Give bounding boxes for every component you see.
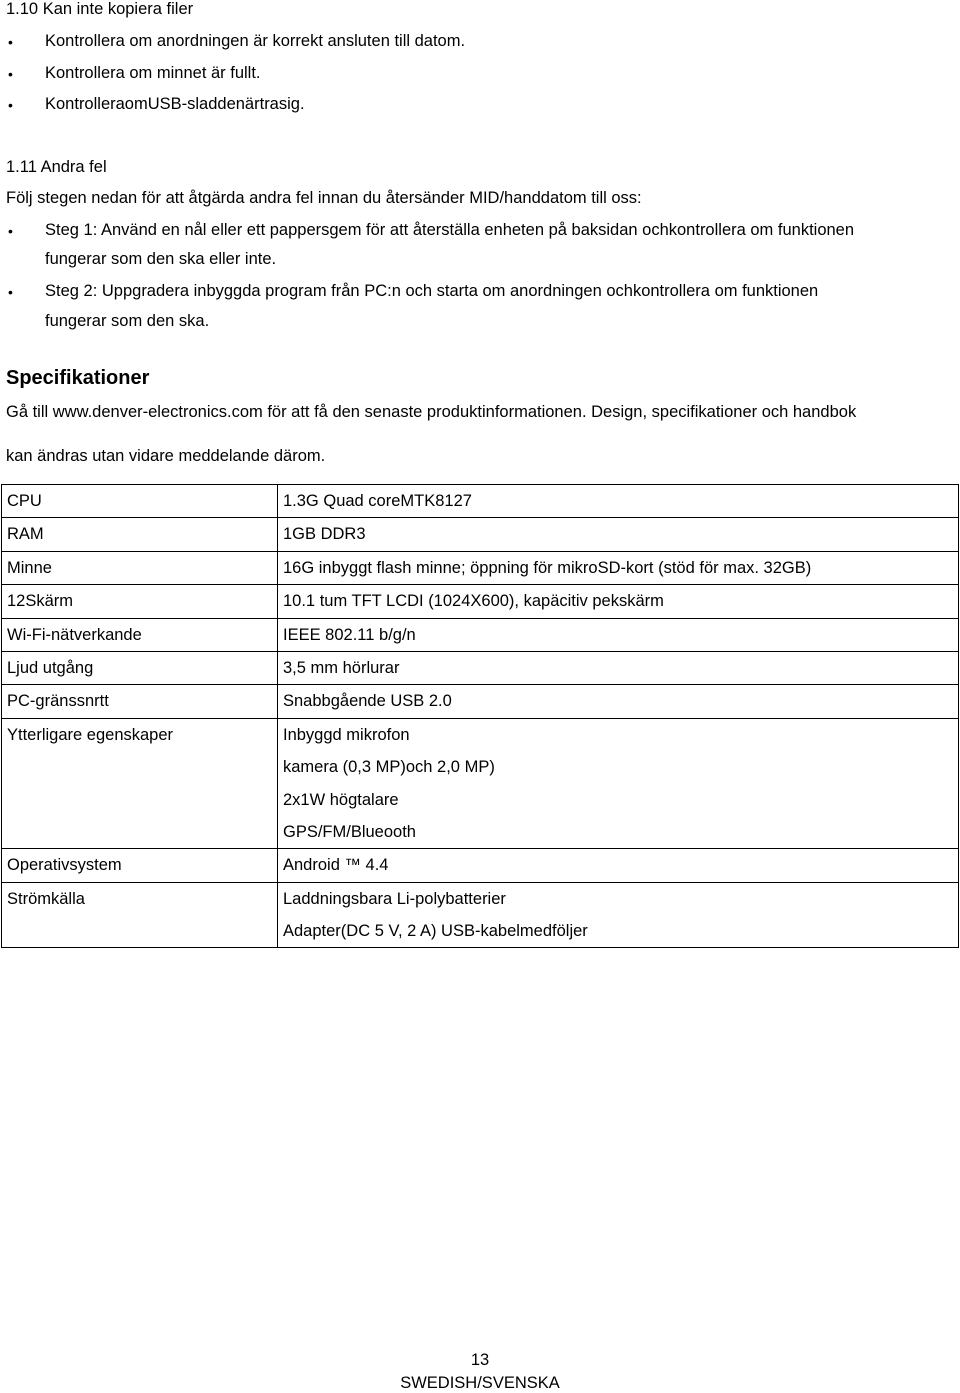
- spec-value-cell: [278, 518, 959, 551]
- spec-key: Ljud utgång: [7, 658, 94, 677]
- spec-value: Android ™ 4.4: [283, 856, 389, 875]
- bullet-icon: •: [8, 66, 13, 82]
- bullet-icon: •: [8, 223, 13, 239]
- spec-value-cell: [278, 685, 959, 718]
- spec-key: CPU: [7, 492, 42, 510]
- list-item: Kontrollera om minnet är fullt.: [45, 64, 261, 82]
- spec-key-cell: [2, 618, 278, 651]
- spec-value: kamera (0,3 MP)och 2,0 MP): [283, 758, 495, 777]
- spec-key-cell: [2, 849, 278, 882]
- table-row: [2, 849, 959, 882]
- page-number: 13: [470, 1351, 490, 1369]
- spec-key-cell: [2, 718, 278, 849]
- spec-value-cell: [278, 882, 959, 948]
- step-2-text: Steg 2: Uppgradera inbyggda program från PC:n och starta om anordningen ochkontrollera om funktionen: [45, 282, 819, 300]
- spec-key-cell: [2, 485, 278, 518]
- table-row: [2, 585, 959, 618]
- spec-value-cell: [278, 618, 959, 651]
- spec-key: Ytterligare egenskaper: [7, 725, 174, 744]
- table-row: [2, 685, 959, 718]
- step-1-text-cont: fungerar som den ska eller inte.: [45, 250, 277, 268]
- spec-value: Inbyggd mikrofon: [283, 725, 410, 744]
- table-row: [2, 551, 959, 584]
- spec-value: 16G inbyggt flash minne; öppning för mikroSD-kort (stöd för max. 32GB): [283, 558, 812, 577]
- bullet-icon: •: [8, 284, 13, 300]
- spec-key: Wi-Fi-nätverkande: [7, 625, 142, 644]
- specs-intro-line-2: kan ändras utan vidare meddelande därom.: [6, 447, 326, 465]
- table-row: [2, 485, 959, 518]
- spec-value: 1GB DDR3: [283, 525, 366, 544]
- specs-heading: Specifikationer: [6, 367, 150, 389]
- spec-key-cell: [2, 685, 278, 718]
- specs-intro-line-1: Gå till www.denver-electronics.com för att få den senaste produktinformationen. Design, specifikationer och handbok: [6, 403, 857, 421]
- section-title-1-11: 1.11 Andra fel: [6, 158, 107, 176]
- spec-value: GPS/FM/Blueooth: [283, 822, 416, 841]
- spec-value: 2x1W högtalare: [283, 790, 399, 809]
- table-row: [2, 518, 959, 551]
- bullet-icon: •: [8, 34, 13, 50]
- footer-language: SWEDISH/SVENSKA: [400, 1374, 560, 1392]
- table-row: [2, 882, 959, 948]
- spec-value: Laddningsbara Li-polybatterier: [283, 889, 506, 908]
- table-row: [2, 651, 959, 684]
- spec-key-cell: [2, 585, 278, 618]
- spec-key: Operativsystem: [7, 856, 122, 875]
- spec-value-cell: [278, 718, 959, 849]
- bullet-icon: •: [8, 97, 13, 113]
- spec-value-cell: [278, 551, 959, 584]
- spec-key-cell: [2, 882, 278, 948]
- spec-key: PC-gränssnrtt: [7, 692, 109, 711]
- spec-value-cell: [278, 651, 959, 684]
- step-1-text: Steg 1: Använd en nål eller ett pappersgem för att återställa enheten på baksidan ochkontrollera om funktionen: [45, 221, 855, 239]
- spec-key: RAM: [7, 525, 44, 544]
- section-title-1-10: 1.10 Kan inte kopiera filer: [6, 0, 194, 18]
- spec-key: Minne: [7, 558, 52, 577]
- spec-value: 10.1 tum TFT LCDI (1024X600), kapäcitiv pekskärm: [283, 592, 664, 611]
- table-row: [2, 718, 959, 849]
- section-intro: Följ stegen nedan för att åtgärda andra fel innan du återsänder MID/handdatom till oss:: [6, 189, 642, 207]
- spec-key: 12Skärm: [7, 592, 74, 611]
- spec-value: Snabbgående USB 2.0: [283, 692, 452, 711]
- spec-value: 3,5 mm hörlurar: [283, 658, 400, 677]
- list-item: Kontrollera om anordningen är korrekt ansluten till datom.: [45, 32, 466, 50]
- spec-table-body: [2, 485, 959, 948]
- spec-table: [1, 484, 959, 948]
- step-2-text-cont: fungerar som den ska.: [45, 312, 210, 330]
- spec-value-cell: [278, 585, 959, 618]
- spec-value: IEEE 802.11 b/g/n: [283, 625, 416, 644]
- spec-value: 1.3G Quad coreMTK8127: [283, 492, 472, 510]
- spec-key-cell: [2, 651, 278, 684]
- spec-key-cell: [2, 518, 278, 551]
- table-row: [2, 618, 959, 651]
- spec-key: Strömkälla: [7, 889, 85, 908]
- spec-value: Adapter(DC 5 V, 2 A) USB-kabelmedföljer: [283, 922, 588, 941]
- list-item: KontrolleraomUSB-sladdenärtrasig.: [45, 95, 305, 113]
- spec-value-cell: [278, 849, 959, 882]
- spec-key-cell: [2, 551, 278, 584]
- spec-value-cell: [278, 485, 959, 518]
